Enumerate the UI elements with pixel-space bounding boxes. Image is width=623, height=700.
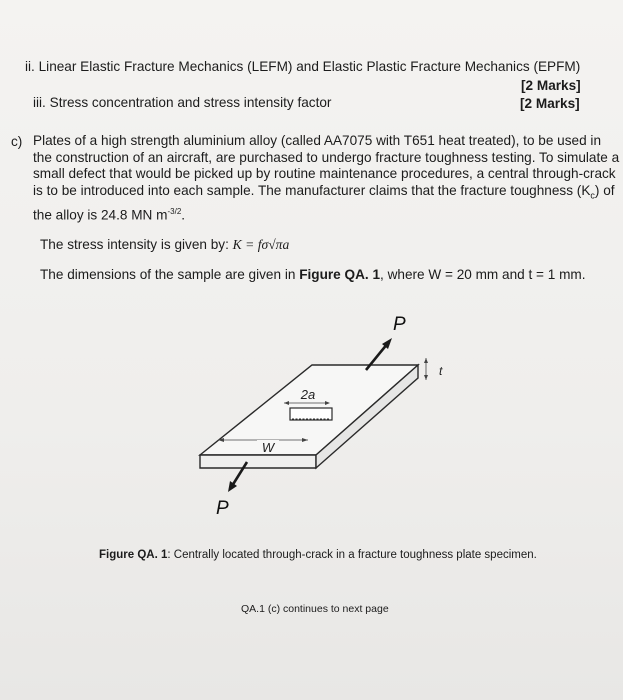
crack-rectangle <box>290 408 332 420</box>
paragraph-line-4: is to be introduced into each sample. The manufacturer claims that the fracture toughness $(K_c)$ of <box>33 182 615 201</box>
plate-front-face <box>200 455 316 468</box>
item-ii <box>25 58 580 75</box>
paragraph-line-2: the construction of an aircraft, are purchased to undergo fracture toughness testing. To simulate a <box>33 149 620 165</box>
thickness-label: t <box>439 364 443 378</box>
part-c-label: c) <box>11 134 23 149</box>
item-iii-marks: [2 Marks] <box>520 96 580 111</box>
item-ii-marks: [2 Marks] <box>521 78 581 93</box>
stress-intensity-formula: K = fσ√πa <box>232 237 290 252</box>
item-iii-text: Stress concentration and stress intensity factor <box>49 95 332 110</box>
item-iii <box>33 94 331 111</box>
caption-label: Figure QA. 1 <box>99 549 168 561</box>
exponent: -3/2 <box>167 206 182 216</box>
figure-caption <box>99 549 537 561</box>
bottom-load-label: P <box>216 498 229 519</box>
paragraph-line-3: small defect that would be picked up by routine maintenance procedures, a central through-crack <box>33 166 616 181</box>
item-iii-number: iii. <box>33 95 46 110</box>
kc-subscript: c <box>590 190 595 201</box>
caption-text: : Centrally located through-crack in a fracture toughness plate specimen. <box>167 549 537 561</box>
paragraph-line-5: the alloy is 24.8 MN $m^{-3/2}$. <box>33 206 186 223</box>
top-load-label: P <box>393 314 406 335</box>
figure-reference: Figure QA. 1 <box>299 267 381 282</box>
part-c-paragraph <box>33 133 620 224</box>
crack-length-label: 2a <box>300 387 316 402</box>
continuation-note: QA.1 (c) continues to next page <box>241 603 389 615</box>
width-label: W <box>261 440 275 455</box>
stress-intensity-line: The stress intensity is given by: K = fσ√πa <box>40 237 290 252</box>
paragraph-line-1: Plates of a high strength aluminium alloy (called AA7075 with T651 heat treated), to be used in <box>33 133 602 148</box>
dimensions-line: The dimensions of the sample are given in Figure QA. 1, where W = 20 mm and t = 1 mm. <box>40 267 586 282</box>
plate-specimen-figure <box>180 300 480 530</box>
item-ii-number: ii. <box>25 59 35 74</box>
item-ii-text: Linear Elastic Fracture Mechanics (LEFM) and Elastic Plastic Fracture Mechanics (EPFM) <box>38 59 581 74</box>
